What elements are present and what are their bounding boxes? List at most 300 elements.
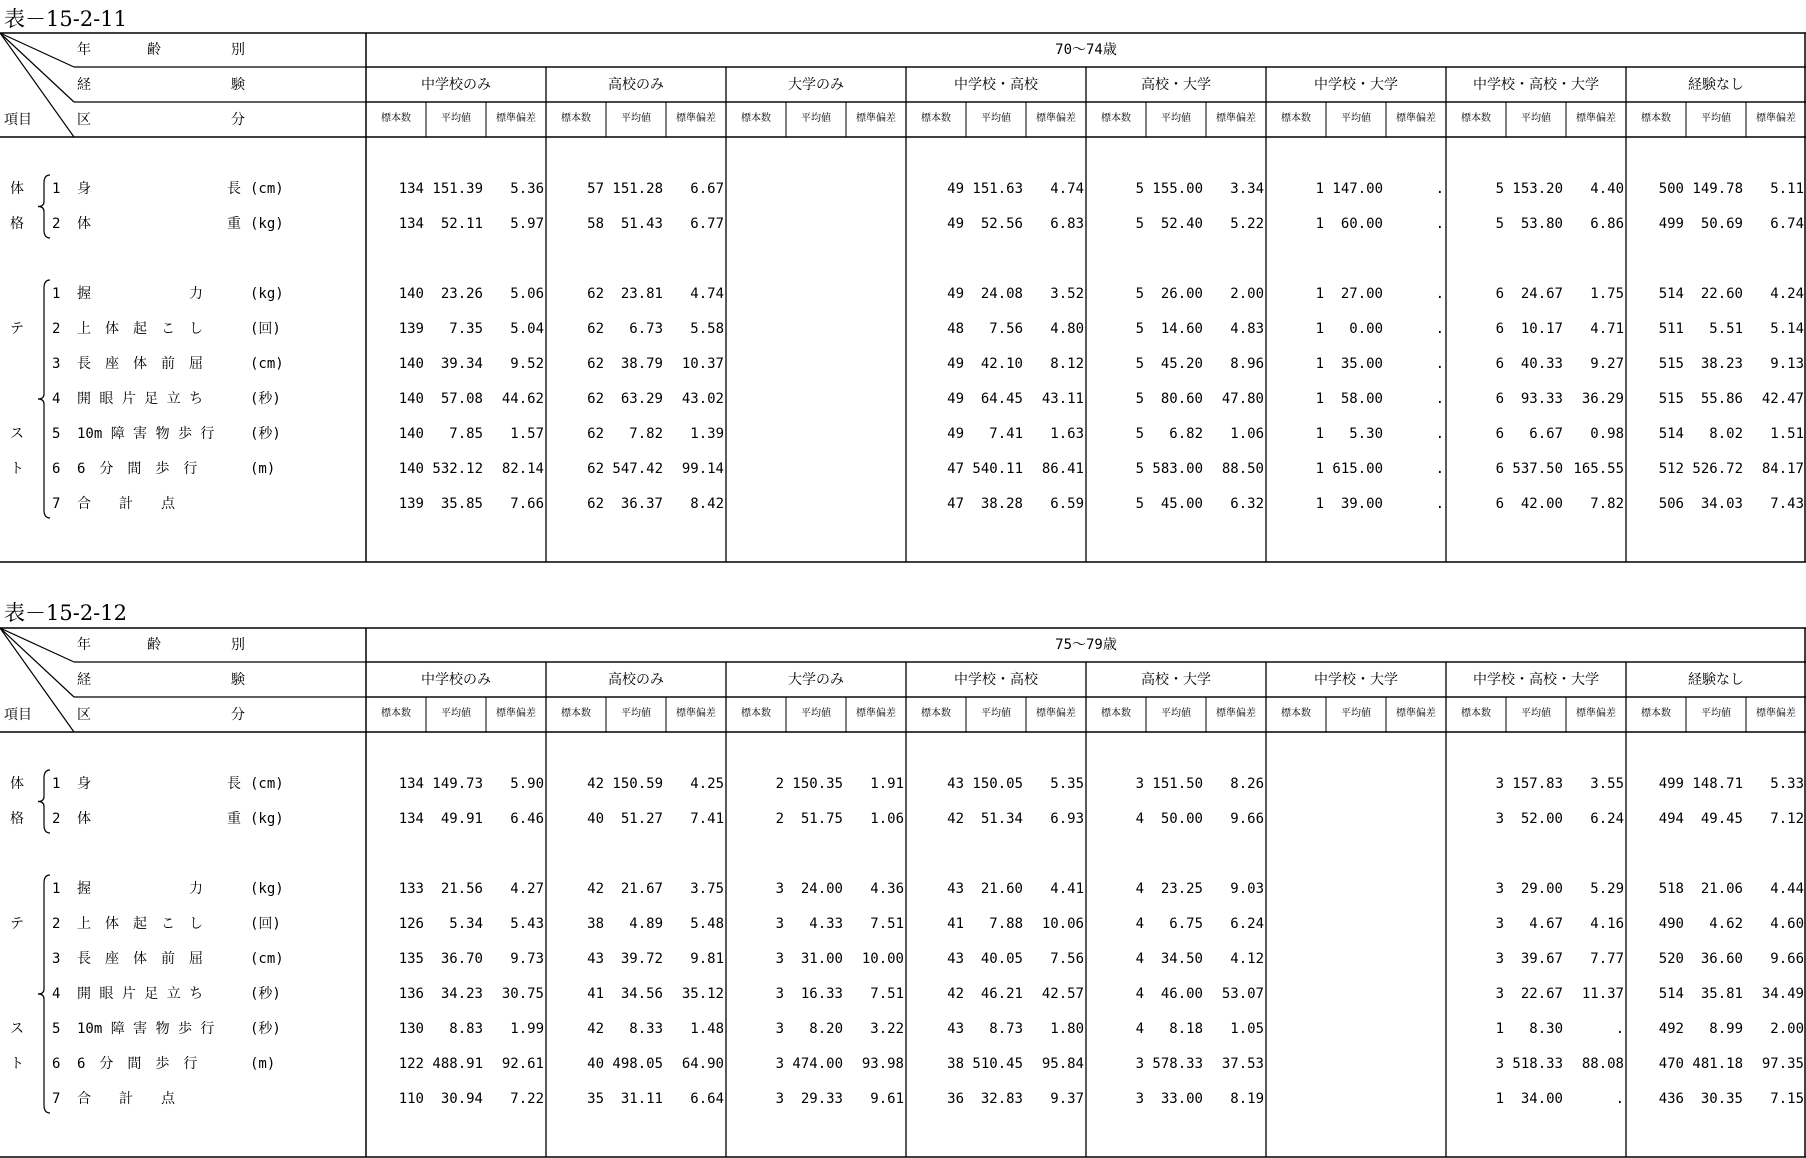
experience-group-header: 高校のみ (608, 77, 664, 93)
table-cell: 6.67 (1529, 426, 1563, 442)
table-cell: 86.41 (1041, 461, 1084, 477)
table-cell: 8.12 (1050, 356, 1084, 372)
section-label-test: テ (10, 916, 24, 932)
sub-column-header: 標本数 (1281, 113, 1311, 124)
table-cell: 7.56 (989, 321, 1023, 337)
table-cell: 5.33 (1770, 776, 1804, 792)
section-label-body: 格 (10, 216, 24, 232)
table-cell: 3 (1495, 776, 1504, 792)
table-cell: 150.05 (972, 776, 1023, 792)
table-cell: 34.50 (1160, 951, 1203, 967)
table-cell: 42.47 (1761, 391, 1804, 407)
table-cell: 39.67 (1520, 951, 1563, 967)
table-cell: 47.80 (1221, 391, 1264, 407)
sub-column-header: 平均値 (621, 113, 651, 124)
table-cell: 3.75 (690, 881, 724, 897)
table-cell: 92.61 (501, 1056, 544, 1072)
table-cell: 6 (1495, 496, 1504, 512)
table-cell: 34.23 (440, 986, 483, 1002)
table-cell: 7.82 (629, 426, 663, 442)
table-cell: 474.00 (792, 1056, 843, 1072)
table-cell: 3.55 (1590, 776, 1624, 792)
table-cell: 62 (587, 391, 604, 407)
table-cell: 4.62 (1709, 916, 1743, 932)
row-label: 上 体 起 こ し (77, 916, 203, 932)
sub-column-header: 標本数 (921, 708, 951, 719)
table-cell: 1.05 (1230, 1021, 1264, 1037)
table-cell: 21.06 (1700, 881, 1743, 897)
row-label: 上 体 起 こ し (77, 321, 203, 337)
table-cell: 3 (1495, 916, 1504, 932)
table-cell: 5 (1135, 286, 1144, 302)
table-cell: 9.61 (870, 1091, 904, 1107)
table-cell: 4.60 (1770, 916, 1804, 932)
sub-column-header: 平均値 (1521, 113, 1551, 124)
row-number: 7 (52, 1091, 61, 1107)
table-cell: 21.60 (980, 881, 1023, 897)
sub-column-header: 標準偏差 (1756, 708, 1796, 719)
table-cell: 5.90 (510, 776, 544, 792)
table-cell: 8.73 (989, 1021, 1023, 1037)
table-cell: 6.75 (1169, 916, 1203, 932)
table-cell: 4.33 (809, 916, 843, 932)
row-number: 6 (52, 461, 61, 477)
row-unit: (cm) (250, 776, 284, 792)
table-cell: 8.83 (449, 1021, 483, 1037)
table-cell: 9.13 (1770, 356, 1804, 372)
table-cell: 5.06 (510, 286, 544, 302)
table-cell: 40.05 (980, 951, 1023, 967)
sub-column-header: 標本数 (1281, 708, 1311, 719)
table-cell: 6 (1495, 391, 1504, 407)
table-cell: 1 (1495, 1091, 1504, 1107)
table-cell: 27.00 (1340, 286, 1383, 302)
table-cell: 1.99 (510, 1021, 544, 1037)
sub-column-header: 標準偏差 (1036, 113, 1076, 124)
table-cell: 7.66 (510, 496, 544, 512)
table-cell: 5.22 (1230, 216, 1264, 232)
table-cell: 60.00 (1340, 216, 1383, 232)
row-unit: (秒) (250, 1021, 281, 1037)
table-cell: 6 (1495, 286, 1504, 302)
table-cell: 6 (1495, 321, 1504, 337)
table-cell: 150.35 (792, 776, 843, 792)
sub-column-header: 平均値 (1341, 113, 1371, 124)
experience-group-header: 経験なし (1688, 672, 1744, 688)
table-cell: 49.91 (440, 811, 483, 827)
table-cell: 6.46 (510, 811, 544, 827)
sub-column-header: 標準偏差 (1576, 113, 1616, 124)
row-number: 5 (52, 1021, 61, 1037)
table-cell: 34.00 (1520, 1091, 1563, 1107)
sub-column-header: 標準偏差 (856, 708, 896, 719)
row-label: 体 (77, 216, 91, 232)
table-cell: 51.34 (980, 811, 1023, 827)
table-cell: 46.21 (980, 986, 1023, 1002)
table-cell: 3 (1495, 1056, 1504, 1072)
table-cell: 43 (947, 776, 964, 792)
table-cell: 506 (1658, 496, 1684, 512)
table-cell: 3 (775, 951, 784, 967)
table-cell: 42 (587, 1021, 604, 1037)
sub-column-header: 平均値 (1701, 113, 1731, 124)
table-cell: 499 (1658, 776, 1684, 792)
table-cell: 540.11 (972, 461, 1023, 477)
table-cell: 6.74 (1770, 216, 1804, 232)
table-cell: 1.06 (1230, 426, 1264, 442)
row-unit: (cm) (250, 181, 284, 197)
experience-group-header: 中学校・大学 (1314, 77, 1398, 93)
table-cell: 498.05 (612, 1056, 663, 1072)
table-cell: 50.00 (1160, 811, 1203, 827)
table-cell: 39.34 (440, 356, 483, 372)
row-unit: (m) (250, 461, 276, 477)
table-cell: 38 (947, 1056, 964, 1072)
table-cell: . (1435, 356, 1444, 372)
table-cell: 2 (775, 811, 784, 827)
table-cell: 6.64 (690, 1091, 724, 1107)
table-cell: 5 (1135, 181, 1144, 197)
table-cell: 4.16 (1590, 916, 1624, 932)
table-cell: 135 (398, 951, 424, 967)
table-cell: 1 (1315, 496, 1324, 512)
sub-column-header: 平均値 (981, 708, 1011, 719)
table-cell: 62 (587, 426, 604, 442)
table-cell: 1 (1315, 426, 1324, 442)
table-cell: 470 (1658, 1056, 1684, 1072)
table-cell: 49 (947, 216, 964, 232)
experience-group-header: 中学校のみ (421, 77, 491, 93)
table-cell: 4.74 (690, 286, 724, 302)
table-cell: 5.48 (690, 916, 724, 932)
table-cell: 1 (1315, 321, 1324, 337)
table-cell: 5.58 (690, 321, 724, 337)
table-cell: 488.91 (432, 1056, 483, 1072)
sub-column-header: 標準偏差 (496, 113, 536, 124)
table-cell: 34.49 (1761, 986, 1804, 1002)
table-cell: 7.22 (510, 1091, 544, 1107)
table-cell: 4.27 (510, 881, 544, 897)
section-label-test: ス (10, 426, 24, 442)
header-category-label: 区 分 (77, 707, 245, 723)
table-cell: 1 (1315, 216, 1324, 232)
row-label: 合 計 点 (77, 1091, 175, 1107)
table-cell: 95.84 (1041, 1056, 1084, 1072)
table-cell: 4.83 (1230, 321, 1264, 337)
table-cell: 4.80 (1050, 321, 1084, 337)
table-cell: 23.26 (440, 286, 483, 302)
sub-column-header: 標準偏差 (1036, 708, 1076, 719)
row-number: 7 (52, 496, 61, 512)
sub-column-header: 標本数 (1641, 708, 1671, 719)
table-cell: 24.00 (800, 881, 843, 897)
table-cell: 7.35 (449, 321, 483, 337)
sub-column-header: 標準偏差 (1216, 708, 1256, 719)
table-cell: 35 (587, 1091, 604, 1107)
sub-column-header: 標本数 (1641, 113, 1671, 124)
table-cell: 93.98 (861, 1056, 904, 1072)
row-unit: (回) (250, 916, 281, 932)
table-cell: 51.43 (620, 216, 663, 232)
table-cell: 51.27 (620, 811, 663, 827)
table-cell: . (1435, 391, 1444, 407)
sub-column-header: 標本数 (381, 708, 411, 719)
header-age-label: 年 齢 別 (77, 637, 245, 653)
table-cell: 5 (1495, 181, 1504, 197)
table-cell: 1.63 (1050, 426, 1084, 442)
table-cell: 6.24 (1590, 811, 1624, 827)
table-cell: 38.79 (620, 356, 663, 372)
table-cell: 1.51 (1770, 426, 1804, 442)
table-cell: 47 (947, 461, 964, 477)
table-cell: 52.00 (1520, 811, 1563, 827)
table-cell: 4.74 (1050, 181, 1084, 197)
table-cell: 43.11 (1041, 391, 1084, 407)
table-cell: 5.11 (1770, 181, 1804, 197)
table-cell: 49 (947, 181, 964, 197)
sub-column-header: 標本数 (1101, 708, 1131, 719)
sub-column-header: 標本数 (561, 708, 591, 719)
table-cell: 515 (1658, 391, 1684, 407)
table-cell: 7.85 (449, 426, 483, 442)
table-cell: 49.45 (1700, 811, 1743, 827)
table-cell: 45.00 (1160, 496, 1203, 512)
row-number: 2 (52, 811, 61, 827)
row-label: 6 分 間 歩 行 (77, 1056, 198, 1072)
table-cell: 1.39 (690, 426, 724, 442)
row-unit: (kg) (250, 216, 284, 232)
section-label-test: テ (10, 321, 24, 337)
table-title: 表－15-2-12 (4, 601, 127, 625)
table-cell: 10.06 (1041, 916, 1084, 932)
table-cell: 4.36 (870, 881, 904, 897)
table-cell: 41 (587, 986, 604, 1002)
sub-column-header: 標本数 (561, 113, 591, 124)
table-cell: 52.11 (440, 216, 483, 232)
table-cell: 148.71 (1692, 776, 1743, 792)
table-cell: 512 (1658, 461, 1684, 477)
table-cell: 11.37 (1581, 986, 1624, 1002)
sub-column-header: 標本数 (1461, 708, 1491, 719)
table-cell: 49 (947, 391, 964, 407)
table-title: 表－15-2-11 (4, 7, 127, 31)
table-cell: 82.14 (501, 461, 544, 477)
table-cell: 6.77 (690, 216, 724, 232)
sub-column-header: 標準偏差 (856, 113, 896, 124)
table-cell: 99.14 (681, 461, 724, 477)
table-cell: 1.48 (690, 1021, 724, 1037)
table-cell: 52.56 (980, 216, 1023, 232)
table-cell: 134 (398, 181, 424, 197)
header-item-label: 項目 (4, 112, 32, 128)
table-cell: 547.42 (612, 461, 663, 477)
table-cell: 45.20 (1160, 356, 1203, 372)
table-cell: 30.35 (1700, 1091, 1743, 1107)
row-label: 長 (227, 181, 241, 197)
table-cell: 7.43 (1770, 496, 1804, 512)
table-cell: 110 (398, 1091, 424, 1107)
table-cell: 499 (1658, 216, 1684, 232)
table-cell: 5.43 (510, 916, 544, 932)
row-number: 1 (52, 881, 61, 897)
table-cell: 5.35 (1050, 776, 1084, 792)
table-cell: 49 (947, 286, 964, 302)
table-cell: 34.56 (620, 986, 663, 1002)
table-cell: 3.22 (870, 1021, 904, 1037)
table-cell: 23.25 (1160, 881, 1203, 897)
sub-column-header: 標準偏差 (1576, 708, 1616, 719)
table-cell: 5.14 (1770, 321, 1804, 337)
table-cell: 5.36 (510, 181, 544, 197)
table-cell: 42 (587, 776, 604, 792)
table-cell: 1 (1315, 286, 1324, 302)
table-cell: 9.73 (510, 951, 544, 967)
table-cell: 5.30 (1349, 426, 1383, 442)
table-cell: 5.04 (510, 321, 544, 337)
table-cell: 4.44 (1770, 881, 1804, 897)
table-cell: 35.85 (440, 496, 483, 512)
header-age-label: 年 齢 別 (77, 42, 245, 58)
row-unit: (m) (250, 1056, 276, 1072)
row-label: 体 (77, 811, 91, 827)
table-cell: 149.78 (1692, 181, 1743, 197)
row-label: 合 計 点 (77, 496, 175, 512)
table-cell: 38.28 (980, 496, 1023, 512)
header-experience-label: 経 験 (77, 672, 245, 688)
table-cell: 139 (398, 321, 424, 337)
row-label: 握 力 (77, 881, 203, 897)
table-cell: 6.59 (1050, 496, 1084, 512)
table-cell: 97.35 (1761, 1056, 1804, 1072)
table-cell: 4.12 (1230, 951, 1264, 967)
table-cell: 84.17 (1761, 461, 1804, 477)
table-cell: 4 (1135, 811, 1144, 827)
table-cell: 41 (947, 916, 964, 932)
table-cell: 57.08 (440, 391, 483, 407)
row-unit: (秒) (250, 391, 281, 407)
table-cell: 50.69 (1700, 216, 1743, 232)
table-cell: 9.03 (1230, 881, 1264, 897)
table-cell: 5 (1135, 426, 1144, 442)
table-cell: 8.26 (1230, 776, 1264, 792)
table-cell: 3 (1495, 881, 1504, 897)
table-cell: 3.34 (1230, 181, 1264, 197)
table-cell: 10.17 (1520, 321, 1563, 337)
table-cell: 4 (1135, 1021, 1144, 1037)
table-cell: 1.91 (870, 776, 904, 792)
sub-column-header: 平均値 (1161, 113, 1191, 124)
sub-column-header: 標準偏差 (1396, 708, 1436, 719)
section-label-body: 体 (10, 776, 24, 792)
table-cell: 6.73 (629, 321, 663, 337)
table-cell: 5 (1135, 496, 1144, 512)
table-cell: 39.72 (620, 951, 663, 967)
table-cell: 38.23 (1700, 356, 1743, 372)
table-cell: 22.67 (1520, 986, 1563, 1002)
bracket (38, 280, 50, 518)
table-cell: 8.30 (1529, 1021, 1563, 1037)
table-cell: 46.00 (1160, 986, 1203, 1002)
table-cell: 40 (587, 1056, 604, 1072)
table-cell: 518 (1658, 881, 1684, 897)
bracket (38, 175, 50, 238)
table-cell: 36.29 (1581, 391, 1624, 407)
table-cell: 1 (1315, 461, 1324, 477)
table-cell: 35.00 (1340, 356, 1383, 372)
table-cell: 7.82 (1590, 496, 1624, 512)
row-number: 2 (52, 321, 61, 337)
table-cell: 1 (1315, 356, 1324, 372)
row-unit: (秒) (250, 986, 281, 1002)
table-cell: 6.82 (1169, 426, 1203, 442)
table-cell: . (1435, 216, 1444, 232)
table-cell: 39.00 (1340, 496, 1383, 512)
table-cell: 10.00 (861, 951, 904, 967)
row-label: 6 分 間 歩 行 (77, 461, 198, 477)
table-cell: 21.67 (620, 881, 663, 897)
table-cell: 34.03 (1700, 496, 1743, 512)
table-cell: 6.24 (1230, 916, 1264, 932)
table-cell: 62 (587, 356, 604, 372)
table-cell: 4.71 (1590, 321, 1624, 337)
row-unit: (kg) (250, 286, 284, 302)
table-cell: 151.63 (972, 181, 1023, 197)
sub-column-header: 平均値 (1701, 708, 1731, 719)
row-unit: (kg) (250, 881, 284, 897)
table-cell: 514 (1658, 986, 1684, 1002)
table-cell: 526.72 (1692, 461, 1743, 477)
table-cell: 64.90 (681, 1056, 724, 1072)
age-group-header: 75～79歳 (1055, 637, 1117, 653)
section-label-body: 格 (10, 811, 24, 827)
table-cell: 16.33 (800, 986, 843, 1002)
table-cell: 8.20 (809, 1021, 843, 1037)
table-cell: 5 (1135, 216, 1144, 232)
table-cell: 6.67 (690, 181, 724, 197)
table-cell: 40 (587, 811, 604, 827)
table-cell: 130 (398, 1021, 424, 1037)
experience-group-header: 中学校・大学 (1314, 672, 1398, 688)
table-cell: 49 (947, 356, 964, 372)
table-cell: 147.00 (1332, 181, 1383, 197)
table-cell: 140 (398, 461, 424, 477)
table-cell: 58 (587, 216, 604, 232)
table-cell: 140 (398, 426, 424, 442)
row-number: 4 (52, 391, 61, 407)
table-cell: 2.00 (1770, 1021, 1804, 1037)
row-number: 1 (52, 776, 61, 792)
table-cell: 8.42 (690, 496, 724, 512)
table-cell: . (1435, 181, 1444, 197)
row-label: 重 (227, 811, 241, 827)
table-cell: 47 (947, 496, 964, 512)
table-cell: 151.28 (612, 181, 663, 197)
table-cell: 0.98 (1590, 426, 1624, 442)
table-cell: 155.00 (1152, 181, 1203, 197)
table-cell: 80.60 (1160, 391, 1203, 407)
row-number: 5 (52, 426, 61, 442)
table-cell: 1 (1315, 391, 1324, 407)
table-cell: 7.51 (870, 986, 904, 1002)
row-unit: (cm) (250, 356, 284, 372)
table-cell: 151.50 (1152, 776, 1203, 792)
table-cell: 1.75 (1590, 286, 1624, 302)
table-cell: 520 (1658, 951, 1684, 967)
table-cell: 36.70 (440, 951, 483, 967)
sub-column-header: 平均値 (801, 113, 831, 124)
table-cell: 134 (398, 811, 424, 827)
table-cell: 6.83 (1050, 216, 1084, 232)
